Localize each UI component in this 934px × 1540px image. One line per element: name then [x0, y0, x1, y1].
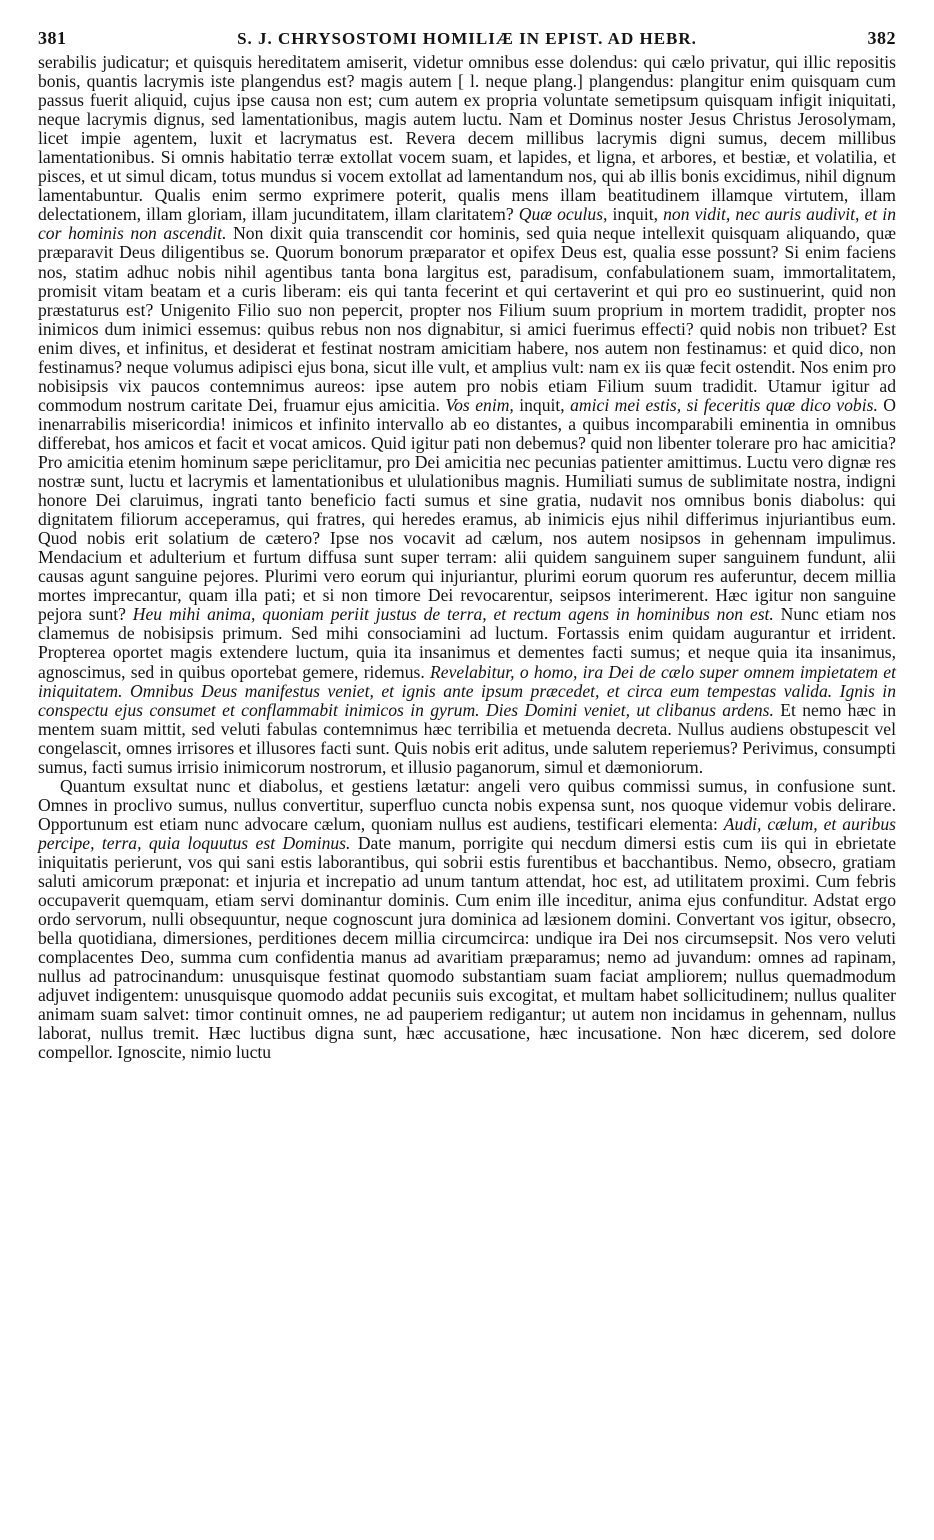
running-header: [38, 28, 896, 49]
text-segment: Date manum, porrigite qui necdum dimersi estis cum iis qui in ebrietate iniquitatis perierunt, vos qui sani estis laborantibus, qui sobrii estis furentibus et bacchantibus. Nemo, obsecro, gratiam saluti amicorum præponat: et injuria et increpatio ad unum tantum attendat, hoc est, ad utilitatem proximi. Cum febris occupaverit quemquam, etiam servi dominantur dominis. Cum enim ille inceditur, anima ejus confunditur. Adstat ergo ordo servorum, nulli obsequuntur, neque cognoscunt jura dominica ad læsionem domini. Convertant vos igitur, obsecro, bella quotidiana, dimersiones, perditiones decem millia circumcirca: undique ira Dei nos circumsepsit. Nos vero veluti complacentes Deo, summa cum confidentia manus ad avaritiam præparamus; nemo ad juvandum: omnes ad rapinam, nullus ad patrocinandum: unusquisque festinat quomodo substantiam suam faciat ampliorem; nullus quemadmodum adjuvet indigentem: unusquisque quomodo addat pecuniis suis excogitat, et multam habet sollicitudinem; nullus qualiter animam suam salvet: timor continuit omnes, ne ad pauperiem redigantur; ut autem non incidamus in gehennam, nullus laborat, nullus tremit. Hæc luctibus digna sunt, hæc accusatione, hæc incusatione. Non hæc dicerem, sed dolore compellor. Ignoscite, nimio luctu: [38, 832, 897, 1063]
italic-quotation: Heu mihi anima, quoniam periit justus de terra, et rectum agens in hominibus non est.: [132, 604, 774, 625]
text-segment: serabilis judicatur; et quisquis hereditatem amiserit, videtur omnibus esse dolendus: qui cælo privatur, qui illic repositis bonis, quantis lacrymis iste plangendus est? magis autem [ l. neque plang.] plangendus: plangitur enim quisquam cum passus fuerit aliquid, cujus ipse causa non est; cum autem ex propria voluntate semetipsum quisquam infigit iniquitati, neque lacrymis dignus, sed lamentationibus, magis autem luctu. Nam et Dominus noster Jesus Christus Jerosolymam, licet impie agentem, luxit et lacrymatus est. Revera decem millibus lacrymis digni sumus, decem millibus lamentationibus. Si omnis habitatio terræ extollat vocem suam, et lapides, et ligna, et arbores, et bestiæ, et volatilia, et pisces, et ut simul dicam, totus mundus si vocem extollat ad lamentandum nos, qui ab illis bonis excidimus, nihil dignum lamentabuntur. Qualis enim sermo exprimere poterit, qualis mens illam beatitudinem illamque virtutem, illam delectationem, illam gloriam, illam jucunditatem, illam claritatem?: [38, 52, 896, 225]
italic-quotation: Quæ oculus,: [518, 204, 608, 225]
text-segment: Quantum exsultat nunc et diabolus, et gestiens lætatur: angeli vero quibus commissi sumus, in confusione sunt. Omnes in proclivo sumus, nullus convertitur, superfluo cuncta nobis expensa sunt, nos quoque videmur vobis delirare. Opportunum est etiam nunc advocare cælum, quoniam nullus est audiens, testificari elementa:: [38, 775, 896, 834]
paragraph: [38, 53, 896, 777]
italic-quotation: Revelabitur, o homo, ira Dei de cælo super omnem impietatem et iniquitatem. Omnibus Deus manifestus veniet, et ignis ante ipsum præcedet, et circa eum tempestas valida. Ignis in conspectu ejus consumet et conflammabit inimicos in gyrum. Dies Domini veniet, ut clibanus ardens.: [38, 661, 896, 720]
italic-quotation: amici mei estis, si feceritis quæ dico vobis.: [570, 394, 878, 415]
text-segment: inquit,: [607, 204, 664, 225]
text-segment: inquit,: [513, 394, 571, 415]
italic-quotation: Audi, cælum, et auribus percipe, terra, quia loquutus est Dominus.: [38, 813, 896, 853]
text-segment: Non dixit quia transcendit cor hominis, sed quia neque intellexit quisquam aliquando, quæ præparavit Deus diligentibus se. Quorum bonorum præparator et opifex Deus est, qualia esse possunt? Si enim faciens nos, statim adhuc nobis nihil agentibus tanta bona largitus est, paradisum, confabulationem suam, immortalitatem, promisit vitam beatam et a curis liberam: eis qui tanta fecerint et qui certaverint et qui pro eo sustinuerint, quid non præstaturus est? Unigenito Filio suo non pepercit, propter nos Filium suum proprium in mortem tradidit, propter nos inimicos dum inimici essemus: quibus rebus non nos dignabitur, si amici fuerimus effecti? quid nobis non tribuet? Est enim dives, et infinitus, et desiderat et festinat nostram amicitiam habere, nos autem non festinamus: et quid dico, non festinamus? neque volumus adipisci ejus bona, sicut ille vult, et amplius vult: nam ex iis quæ fecit ostendit. Nos enim pro nobisipsis vix paucos contemnimus aureos: ipse autem pro nobis etiam Filium suum tradidit. Utamur igitur ad commodum nostrum caritate Dei, fruamur ejus amicitia.: [38, 223, 896, 415]
text-segment: Et nemo hæc in mentem suam mittit, sed veluti fabulas contemnimus hæc terribilia et metuenda decreta. Nullus audiens obstupescit vel congelascit, omnes irrisores et illusores facti sunt. Quis nobis erit aditus, unde salutem reperiemus? Perivimus, consumpti sumus, facti sumus irrisio inimicorum nostrorum, et illusio paganorum, simul et dæmoniorum.: [38, 699, 896, 777]
body-text: [38, 53, 896, 1062]
text-segment: Nunc etiam nos clamemus de nobisipsis primum. Sed mihi consociamini ad luctum. Fortassis enim quidam augurantur et irrident. Propterea oportet magis extendere luctum, quia ita insanimus et dementes facti sumus; et neque quia ita insanimus, agnoscimus, sed in quibus oportebat gemere, ridemus.: [38, 604, 896, 682]
text-segment: O inenarrabilis misericordia! inimicos et infinito intervallo ab eo distantes, a quibus incomparabili eminentia in omnibus differebat, hos amicos et facit et vocat amicos. Quid igitur pati non debemus? quid non libenter tolerare pro hac amicitia? Pro amicitia etenim hominum sæpe periclitamur, pro Dei amicitia nec pecunias patienter amittimus. Luctu vero dignæ res nostræ sunt, luctu et lacrymis et lamentationibus et ululationibus magnis. Humiliati sumus de sublimitate nostra, indigni honore Dei claruimus, ingrati tanto beneficio facti sumus et sine gratia, nudavit nos omnibus bonis diabolus: qui dignitatem filiorum acceperamus, qui fratres, qui heredes eramus, ab inimicis ejus nihil differimus injuriantibus eum. Quod nobis erit solatium de cætero? Ipse nos vocavit ad cælum, nos autem nosipsos in gehennam impulimus. Mendacium et adulterium et furtum diffusa sunt super terram: alii quidem sanguinem super sanguinem fundunt, alii causas agunt sanguine pejores. Plurimi vero eorum qui injuriantur, plurimi eorum quorum res auferuntur, decem millia mortes imprecantur, quam illa pati; et si non timore Dei revocarentur, seipsos interimerent. Hæc igitur non sanguine pejora sunt?: [38, 394, 896, 625]
running-title: S. J. CHRYSOSTOMI HOMILIÆ IN EPIST. AD HEBR.: [237, 29, 697, 48]
page-number-left: 381: [38, 28, 67, 48]
italic-quotation: non vidit, nec auris audivit, et in cor hominis non ascendit.: [38, 204, 896, 244]
paragraph: [38, 777, 896, 1063]
italic-quotation: Vos enim,: [445, 394, 514, 415]
page-number-right: 382: [867, 28, 896, 48]
